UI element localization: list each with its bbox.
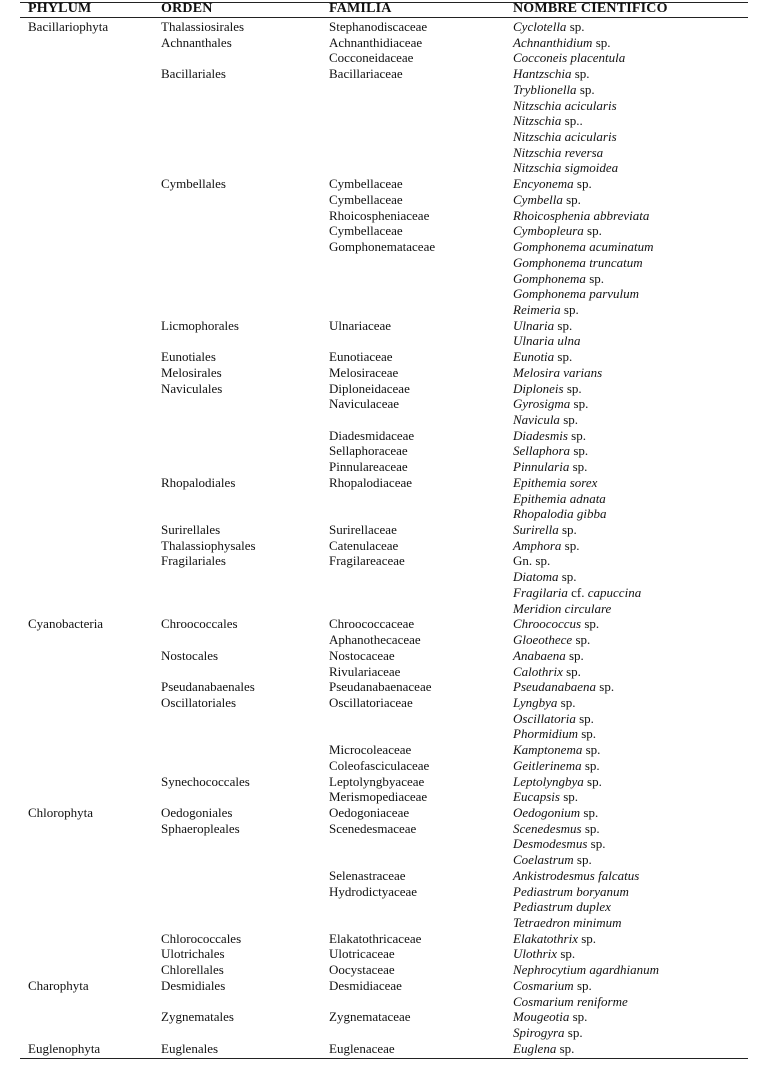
familia-cell: Stephanodiscaceae — [329, 19, 428, 34]
species-cell: Cymbopleura sp. — [513, 223, 602, 239]
table-row — [0, 868, 764, 884]
familia-cell: Surirellaceae — [329, 522, 397, 538]
table-row — [0, 443, 764, 459]
orden-cell: Bacillariales — [161, 66, 226, 82]
species-cell: Ulothrix sp. — [513, 946, 576, 962]
familia-cell: Sellaphoraceae — [329, 443, 408, 459]
table-row — [0, 506, 764, 522]
table-row — [0, 396, 764, 412]
table-row — [0, 978, 764, 994]
familia-cell: Aphanothecaceae — [329, 632, 421, 648]
orden-cell: Melosirales — [161, 364, 222, 380]
familia-cell: Bacillariaceae — [329, 66, 403, 82]
table-row — [0, 381, 764, 397]
species-cell: Nephrocytium agardhianum — [513, 962, 659, 978]
table-row — [0, 365, 764, 381]
table-row — [0, 601, 764, 617]
species-cell: Gomphonema acuminatum — [513, 239, 654, 255]
header-familia: FAMILIA — [329, 1, 392, 16]
table-row — [0, 160, 764, 176]
species-cell: Reimeria sp. — [513, 301, 579, 317]
header-phylum: PHYLUM — [28, 1, 92, 16]
table-row — [0, 1025, 764, 1041]
species-cell: Oscillatoria sp. — [513, 710, 594, 726]
orden-cell: Ulotrichales — [161, 946, 225, 962]
species-cell: Fragilaria cf. capuccina — [513, 584, 642, 600]
table-row — [0, 789, 764, 805]
species-cell: Gn. sp. — [513, 553, 551, 569]
familia-cell: Rhoicospheniaceae — [329, 207, 430, 223]
familia-cell: Euglenaceae — [329, 1040, 395, 1056]
table-row — [0, 302, 764, 318]
familia-cell: Ulotricaceae — [329, 946, 395, 962]
species-cell: Nitzschia sp.. — [513, 113, 583, 129]
table-row — [0, 931, 764, 947]
species-cell: Nitzschia acicularis — [513, 97, 617, 113]
species-cell: Pediastrum duplex — [513, 899, 611, 915]
familia-cell: Cymbellaceae — [329, 223, 403, 239]
table-row — [0, 412, 764, 428]
table-row — [0, 726, 764, 742]
table-row — [0, 491, 764, 507]
species-cell: Spirogyra sp. — [513, 1025, 583, 1041]
species-cell: Cosmarium reniforme — [513, 993, 628, 1009]
familia-cell: Oscillatoriaceae — [329, 694, 413, 710]
orden-cell: Thalassiophysales — [161, 537, 256, 553]
table-row — [0, 176, 764, 192]
species-cell: Elakatothrix sp. — [513, 930, 597, 946]
familia-cell: Naviculaceae — [329, 396, 400, 412]
familia-cell: Pinnulareaceae — [329, 459, 408, 475]
species-cell: Coelastrum sp. — [513, 852, 592, 868]
species-cell: Hantzschia sp. — [513, 66, 590, 82]
table-row — [0, 836, 764, 852]
table-row — [0, 192, 764, 208]
table-row — [0, 50, 764, 66]
table-row — [0, 805, 764, 821]
table-row — [0, 821, 764, 837]
familia-cell: Oocystaceae — [329, 962, 395, 978]
table-row — [0, 271, 764, 287]
familia-cell: Gomphonemataceae — [329, 239, 436, 255]
orden-cell: Synechococcales — [161, 773, 250, 789]
table-row — [0, 113, 764, 129]
table-row — [0, 569, 764, 585]
species-cell: Gloeothece sp. — [513, 632, 591, 648]
familia-cell: Hydrodictyaceae — [329, 883, 418, 899]
table-row — [0, 742, 764, 758]
species-cell: Pinnularia sp. — [513, 459, 588, 475]
orden-cell: Chlorellales — [161, 962, 224, 978]
table-row — [0, 255, 764, 271]
familia-cell: Rivulariaceae — [329, 663, 401, 679]
familia-cell: Desmidiaceae — [329, 977, 402, 993]
species-cell: Rhoicosphenia abbreviata — [513, 207, 650, 223]
table-row — [0, 648, 764, 664]
species-cell: Lyngbya sp. — [513, 694, 576, 710]
orden-cell: Surirellales — [161, 522, 221, 538]
phylum-cell: Cyanobacteria — [28, 616, 104, 632]
familia-cell: Cymbellaceae — [329, 191, 403, 207]
familia-cell: Coleofasciculaceae — [329, 757, 430, 773]
familia-cell: Nostocaceae — [329, 647, 395, 663]
species-cell: Gomphonema sp. — [513, 270, 604, 286]
phylum-cell: Charophyta — [28, 977, 89, 993]
table-row — [0, 852, 764, 868]
table-row — [0, 129, 764, 145]
familia-cell: Ulnariaceae — [329, 317, 392, 333]
orden-cell: Oedogoniales — [161, 805, 233, 820]
familia-cell: Cocconeidaceae — [329, 50, 414, 66]
table-row — [0, 774, 764, 790]
species-cell: Achnanthidium sp. — [513, 34, 611, 50]
familia-cell: Scenedesmaceae — [329, 820, 417, 836]
species-cell: Amphora sp. — [513, 537, 580, 553]
species-cell: Kamptonema sp. — [513, 742, 601, 758]
orden-cell: Sphaeropleales — [161, 820, 240, 836]
familia-cell: Rhopalodiaceae — [329, 474, 413, 490]
orden-cell: Euglenales — [161, 1040, 219, 1056]
table-row — [0, 695, 764, 711]
species-cell: Nitzschia acicularis — [513, 129, 617, 145]
familia-cell: Diadesmidaceae — [329, 427, 415, 443]
species-cell: Ulnaria sp. — [513, 317, 573, 333]
species-cell: Tryblionella sp. — [513, 81, 595, 97]
familia-cell: Fragilareaceae — [329, 553, 405, 569]
table-row — [0, 459, 764, 475]
species-cell: Phormidium sp. — [513, 726, 597, 742]
species-cell: Diploneis sp. — [513, 380, 582, 396]
species-cell: Desmodesmus sp. — [513, 836, 606, 852]
header-nombre-cientifico: NOMBRE CIENTIFICO — [513, 1, 668, 16]
phylum-cell: Euglenophyta — [28, 1040, 101, 1056]
table-row — [0, 962, 764, 978]
species-cell: Sellaphora sp. — [513, 443, 589, 459]
species-cell: Epithemia adnata — [513, 490, 606, 506]
species-cell: Diatoma sp. — [513, 569, 577, 585]
table-row — [0, 239, 764, 255]
table-row — [0, 349, 764, 365]
orden-cell: Cymbellales — [161, 176, 226, 192]
orden-cell: Thalassiosirales — [161, 19, 245, 34]
species-cell: Encyonema sp. — [513, 176, 592, 192]
species-cell: Gomphonema truncatum — [513, 254, 643, 270]
orden-cell: Chroococcales — [161, 616, 238, 632]
familia-cell: Melosiraceae — [329, 364, 399, 380]
table-row — [0, 884, 764, 900]
species-cell: Pediastrum boryanum — [513, 883, 629, 899]
species-cell: Cymbella sp. — [513, 191, 581, 207]
familia-cell: Microcoleaceae — [329, 742, 412, 758]
orden-cell: Chlorococcales — [161, 930, 242, 946]
table-row — [0, 318, 764, 334]
orden-cell: Desmidiales — [161, 977, 226, 993]
species-cell: Ankistrodesmus falcatus — [513, 867, 640, 883]
species-cell: Rhopalodia gibba — [513, 506, 607, 522]
table-row — [0, 946, 764, 962]
species-cell: Mougeotia sp. — [513, 1009, 588, 1025]
species-cell: Epithemia sorex — [513, 474, 598, 490]
table-row — [0, 1009, 764, 1025]
species-cell: Gomphonema parvulum — [513, 286, 640, 302]
table-row — [0, 428, 764, 444]
familia-cell: Eunotiaceae — [329, 349, 393, 365]
table-header-rule — [20, 17, 748, 18]
orden-cell: Naviculales — [161, 380, 223, 396]
species-cell: Cyclotella sp. — [513, 19, 585, 34]
orden-cell: Oscillatoriales — [161, 694, 237, 710]
orden-cell: Eunotiales — [161, 349, 216, 365]
phylum-cell: Chlorophyta — [28, 805, 93, 820]
table-row — [0, 632, 764, 648]
species-cell: Euglena sp. — [513, 1040, 575, 1056]
species-cell: Nitzschia sigmoidea — [513, 160, 619, 176]
species-cell: Eunotia sp. — [513, 349, 573, 365]
familia-cell: Pseudanabaenaceae — [329, 679, 432, 695]
orden-cell: Achnanthales — [161, 34, 232, 50]
species-cell: Anabaena sp. — [513, 647, 584, 663]
table-row — [0, 616, 764, 632]
species-cell: Cocconeis placentula — [513, 50, 626, 66]
species-cell: Navicula sp. — [513, 412, 578, 427]
table-row — [0, 664, 764, 680]
table-row — [0, 475, 764, 491]
orden-cell: Fragilariales — [161, 553, 226, 569]
orden-cell: Pseudanabaenales — [161, 679, 255, 695]
table-row — [0, 19, 764, 35]
table-row — [0, 66, 764, 82]
species-cell: Ulnaria ulna — [513, 333, 581, 349]
table-row — [0, 679, 764, 695]
table-row — [0, 758, 764, 774]
table-row — [0, 522, 764, 538]
species-cell: Nitzschia reversa — [513, 144, 604, 160]
species-cell: Meridion circulare — [513, 600, 612, 616]
table-row — [0, 98, 764, 114]
species-cell: Diadesmis sp. — [513, 427, 586, 443]
species-cell: Eucapsis sp. — [513, 789, 579, 805]
table-bottom-rule — [20, 1058, 748, 1059]
table-row — [0, 915, 764, 931]
species-cell: Leptolyngbya sp. — [513, 773, 602, 789]
orden-cell: Zygnematales — [161, 1009, 234, 1025]
familia-cell: Leptolyngbyaceae — [329, 773, 425, 789]
species-cell: Chroococcus sp. — [513, 616, 600, 632]
familia-cell: Chroococcaceae — [329, 616, 415, 632]
table-row — [0, 145, 764, 161]
table-row — [0, 286, 764, 302]
species-cell: Tetraedron minimum — [513, 915, 622, 931]
table-row — [0, 553, 764, 569]
orden-cell: Rhopalodiales — [161, 474, 236, 490]
familia-cell: Cymbellaceae — [329, 176, 403, 192]
species-cell: Calothrix sp. — [513, 663, 581, 679]
table-row — [0, 223, 764, 239]
familia-cell: Selenastraceae — [329, 867, 406, 883]
familia-cell: Achnanthidiaceae — [329, 34, 423, 50]
table-row — [0, 538, 764, 554]
familia-cell: Elakatothricaceae — [329, 930, 422, 946]
table-row — [0, 82, 764, 98]
table-row — [0, 208, 764, 224]
table-row — [0, 585, 764, 601]
table-row — [0, 333, 764, 349]
species-cell: Melosira varians — [513, 364, 603, 380]
species-cell: Scenedesmus sp. — [513, 820, 600, 836]
familia-cell: Zygnemataceae — [329, 1009, 411, 1025]
species-cell: Surirella sp. — [513, 522, 577, 538]
familia-cell: Diploneidaceae — [329, 380, 410, 396]
header-orden: ORDEN — [161, 1, 213, 16]
phylum-cell: Bacillariophyta — [28, 19, 109, 34]
familia-cell: Oedogoniaceae — [329, 805, 410, 820]
species-cell: Gyrosigma sp. — [513, 396, 589, 412]
table-row — [0, 899, 764, 915]
table-row — [0, 35, 764, 51]
orden-cell: Nostocales — [161, 647, 219, 663]
species-cell: Pseudanabaena sp. — [513, 679, 615, 695]
table-row — [0, 1041, 764, 1057]
table-row — [0, 994, 764, 1010]
familia-cell: Catenulaceae — [329, 537, 399, 553]
table-row — [0, 711, 764, 727]
familia-cell: Merismopediaceae — [329, 789, 428, 805]
orden-cell: Licmophorales — [161, 317, 239, 333]
species-cell: Oedogonium sp. — [513, 805, 599, 820]
species-cell: Geitlerinema sp. — [513, 757, 600, 773]
species-cell: Cosmarium sp. — [513, 977, 592, 993]
